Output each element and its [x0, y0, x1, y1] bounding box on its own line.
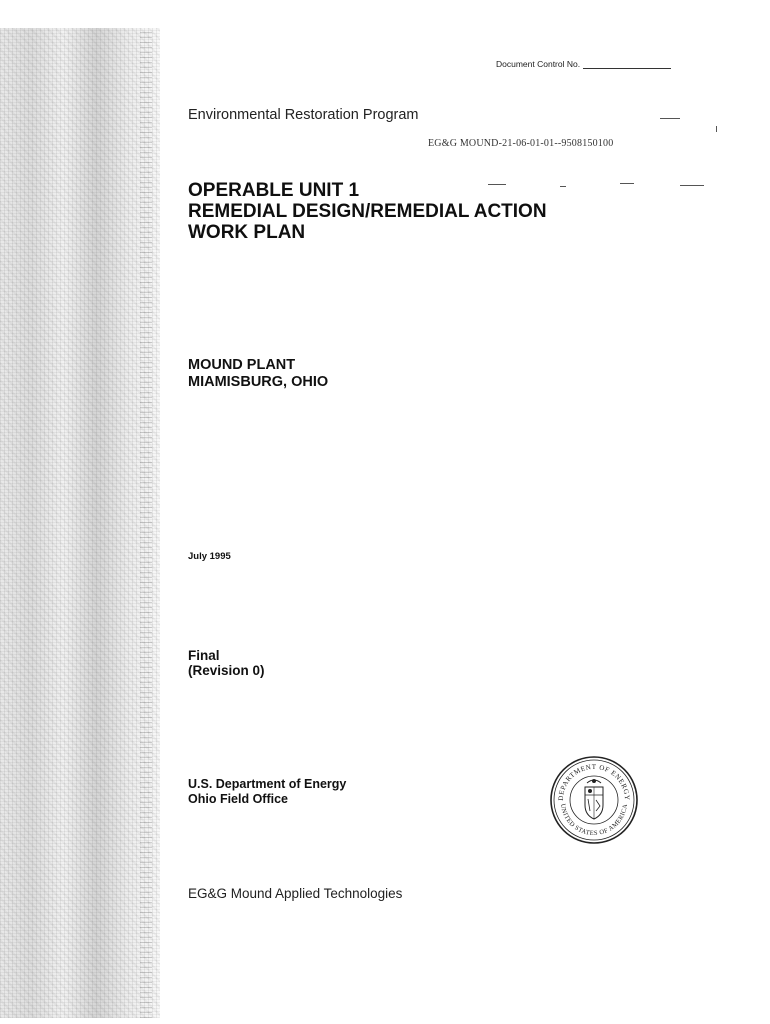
- doe-seal-icon: [549, 755, 639, 845]
- title-line-2: REMEDIAL DESIGN/REMEDIAL ACTION: [188, 201, 547, 222]
- document-title: [188, 180, 547, 243]
- seal-bottom-text: UNITED STATES OF AMERICA: [558, 803, 630, 838]
- document-control-blank-line: [583, 68, 671, 69]
- title-line-1: OPERABLE UNIT 1: [188, 180, 360, 201]
- agency-line-2: Ohio Field Office: [188, 792, 289, 806]
- publication-date: July 1995: [188, 551, 231, 562]
- location: [188, 357, 328, 391]
- scan-speck: [620, 183, 634, 184]
- status-line-1: Final: [188, 648, 220, 663]
- title-line-3: WORK PLAN: [188, 222, 306, 243]
- document-control-label: Document Control No.: [496, 59, 581, 69]
- scan-speck: [716, 126, 717, 132]
- scan-speck: [560, 186, 566, 187]
- seal-top-text: DEPARTMENT OF ENERGY: [556, 762, 632, 801]
- agency-line-1: U.S. Department of Energy: [188, 777, 347, 791]
- scanned-margin-edge: [140, 28, 152, 1018]
- document-number: EG&G MOUND-21-06-01-01--9508150100: [428, 138, 614, 149]
- scan-speck: [680, 185, 704, 186]
- status-line-2: (Revision 0): [188, 663, 265, 678]
- contractor-name: EG&G Mound Applied Technologies: [188, 886, 403, 901]
- agency: [188, 777, 346, 807]
- scan-speck: [660, 118, 680, 119]
- location-line-1: MOUND PLANT: [188, 357, 296, 373]
- location-line-2: MIAMISBURG, OHIO: [188, 374, 329, 390]
- document-control-field: [496, 59, 671, 69]
- scanned-margin-artifact: [0, 28, 160, 1018]
- program-name: Environmental Restoration Program: [188, 107, 419, 123]
- revision-status: [188, 648, 265, 678]
